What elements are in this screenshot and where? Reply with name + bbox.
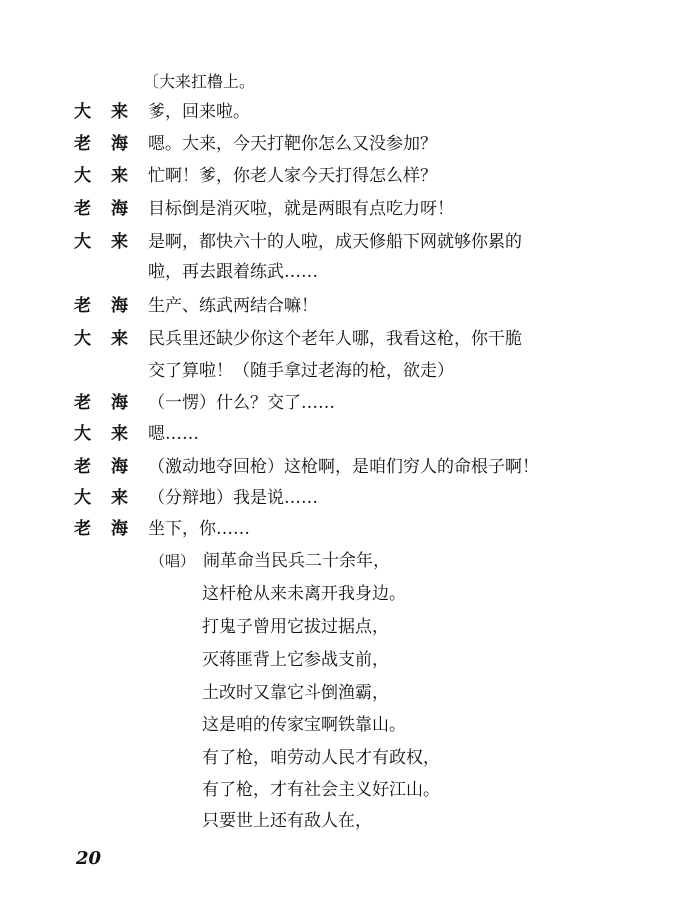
page-number: 20 <box>76 848 102 869</box>
song-verse: 打鬼子曾用它拔过据点， <box>202 617 389 637</box>
dialogue-text: （激动地夺回枪）这枪啊，是咱们穷人的命根子啊！ <box>148 457 539 477</box>
dialogue-text: （一愣）什么？交了…… <box>148 393 335 413</box>
speaker: 大来 <box>74 424 148 444</box>
speaker: 大来 <box>74 329 148 349</box>
speaker: 老海 <box>74 296 148 316</box>
stage-direction: 〔大来扛橹上。 <box>143 72 256 91</box>
dialogue-text: 嗯…… <box>148 424 199 444</box>
song-verse: 这杆枪从来未离开我身边。 <box>202 584 406 604</box>
speaker: 大来 <box>74 102 148 122</box>
dialogue-text: 是啊，都快六十的人啦，成天修船下网就够你累的 <box>148 232 522 252</box>
song-verse: 只要世上还有敌人在， <box>202 811 372 831</box>
song-verse: 这是咱的传家宝啊铁靠山。 <box>202 715 406 735</box>
dialogue-text: 生产、练武两结合嘛！ <box>148 296 318 316</box>
speaker: 大来 <box>74 488 148 508</box>
speaker: 老海 <box>74 199 148 219</box>
song-verse: 土改时又靠它斗倒渔霸， <box>202 683 389 703</box>
speaker: 老海 <box>74 519 148 539</box>
dialogue-continuation: 交了算啦！（随手拿过老海的枪，欲走） <box>148 361 454 381</box>
dialogue-text: 忙啊！爹，你老人家今天打得怎么样？ <box>148 166 437 186</box>
dialogue-continuation: 啦，再去跟着练武…… <box>148 262 318 282</box>
song-tag: （唱） <box>150 552 196 570</box>
speaker: 老海 <box>74 393 148 413</box>
speaker: 大来 <box>74 232 148 252</box>
speaker: 老海 <box>74 134 148 154</box>
song-verse: 灭蒋匪背上它参战支前， <box>202 650 389 670</box>
speaker: 大来 <box>74 166 148 186</box>
song-verse: 闹革命当民兵二十余年， <box>203 551 390 571</box>
dialogue-text: 爹，回来啦。 <box>148 102 250 122</box>
dialogue-text: （分辩地）我是说…… <box>148 488 318 508</box>
song-verse: 有了枪，才有社会主义好江山。 <box>202 780 440 800</box>
dialogue-text: 坐下，你…… <box>148 519 250 539</box>
dialogue-text: 民兵里还缺少你这个老年人哪，我看这枪，你干脆 <box>148 329 522 349</box>
dialogue-text: 嗯。大来，今天打靶你怎么又没参加？ <box>148 134 437 154</box>
dialogue-text: 目标倒是消灭啦，就是两眼有点吃力呀！ <box>148 199 454 219</box>
song-verse: 有了枪，咱劳动人民才有政权， <box>202 748 440 768</box>
speaker: 老海 <box>74 457 148 477</box>
